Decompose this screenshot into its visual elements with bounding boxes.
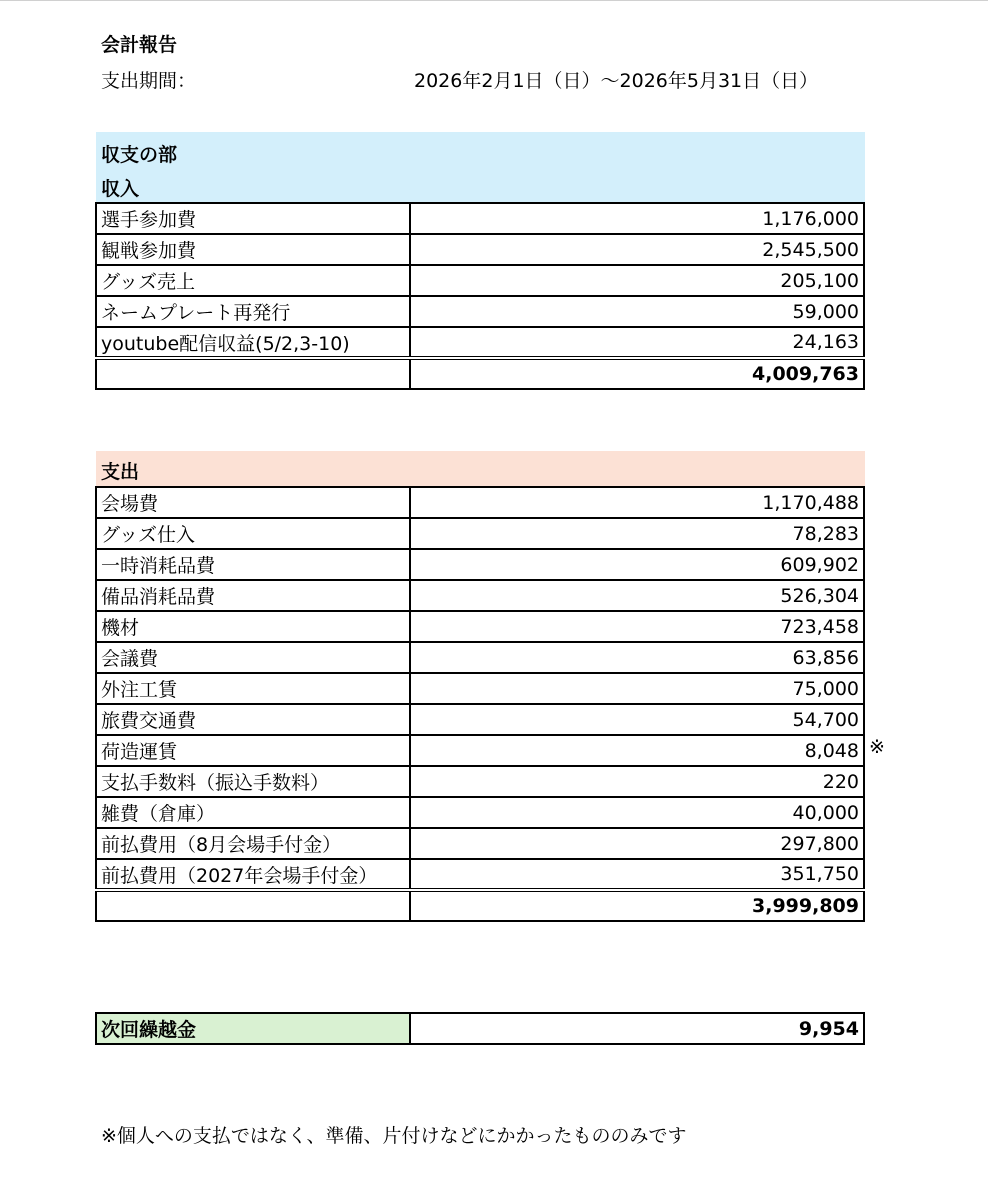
report-title: 会計報告 <box>101 34 178 56</box>
income-value: 2,545,500 <box>410 234 864 265</box>
table-row <box>96 766 864 797</box>
expense-label: 前払費用（8月会場手付金） <box>96 828 410 859</box>
table-row <box>96 203 864 234</box>
expense-total-value: 3,999,809 <box>410 890 864 921</box>
expense-value: 1,170,488 <box>410 487 864 518</box>
expense-label: 一時消耗品費 <box>96 549 410 580</box>
table-row <box>96 518 864 549</box>
expense-label: 荷造運賃 <box>96 735 410 766</box>
expense-label: 前払費用（2027年会場手付金） <box>96 859 410 890</box>
table-row <box>96 642 864 673</box>
income-total-row <box>96 358 864 389</box>
income-total-value: 4,009,763 <box>410 358 864 389</box>
footnote: ※個人への支払ではなく、準備、片付けなどにかかったもののみです <box>101 1125 687 1147</box>
expense-value: 723,458 <box>410 611 864 642</box>
carryover-value: 9,954 <box>410 1013 864 1044</box>
income-header-band <box>96 132 865 202</box>
income-table <box>95 202 865 390</box>
income-subtitle: 収入 <box>101 178 140 200</box>
income-label: グッズ売上 <box>96 265 410 296</box>
table-row <box>96 265 864 296</box>
table-row <box>96 859 864 890</box>
expense-label: 外注工賃 <box>96 673 410 704</box>
expense-label: グッズ仕入 <box>96 518 410 549</box>
income-label: 観戦参加費 <box>96 234 410 265</box>
expense-total-label <box>96 890 410 921</box>
expense-value: 8,048 <box>410 735 864 766</box>
expense-value: 54,700 <box>410 704 864 735</box>
table-row <box>96 673 864 704</box>
expense-label: 備品消耗品費 <box>96 580 410 611</box>
expense-label: 会場費 <box>96 487 410 518</box>
expense-total-row <box>96 890 864 921</box>
table-row <box>96 735 864 766</box>
carryover-table <box>95 1012 865 1045</box>
table-row <box>96 296 864 327</box>
expense-table <box>95 486 865 922</box>
expense-value: 526,304 <box>410 580 864 611</box>
top-border <box>0 0 988 1</box>
expense-value: 609,902 <box>410 549 864 580</box>
income-value: 24,163 <box>410 327 864 358</box>
expense-label: 旅費交通費 <box>96 704 410 735</box>
table-row <box>96 611 864 642</box>
table-row <box>96 327 864 358</box>
expense-value: 351,750 <box>410 859 864 890</box>
table-row <box>96 487 864 518</box>
expense-value: 220 <box>410 766 864 797</box>
carryover-row <box>96 1013 864 1044</box>
expense-value: 75,000 <box>410 673 864 704</box>
table-row <box>96 828 864 859</box>
expense-label: 雑費（倉庫） <box>96 797 410 828</box>
expense-label: 機材 <box>96 611 410 642</box>
table-row <box>96 580 864 611</box>
income-label: ネームプレート再発行 <box>96 296 410 327</box>
table-row <box>96 797 864 828</box>
income-label: 選手参加費 <box>96 203 410 234</box>
expense-header-band <box>96 451 865 486</box>
expense-title: 支出 <box>101 461 140 483</box>
expense-value: 297,800 <box>410 828 864 859</box>
table-row <box>96 234 864 265</box>
expense-value: 40,000 <box>410 797 864 828</box>
period-label: 支出期間： <box>101 70 197 92</box>
note-mark: ※ <box>869 736 885 758</box>
expense-value: 63,856 <box>410 642 864 673</box>
income-section-title: 収支の部 <box>101 144 178 166</box>
table-row <box>96 704 864 735</box>
period-value: 2026年2月1日（日）～2026年5月31日（日） <box>414 70 819 92</box>
income-value: 59,000 <box>410 296 864 327</box>
income-total-label <box>96 358 410 389</box>
expense-label: 支払手数料（振込手数料） <box>96 766 410 797</box>
carryover-label: 次回繰越金 <box>96 1013 410 1044</box>
expense-value: 78,283 <box>410 518 864 549</box>
income-value: 1,176,000 <box>410 203 864 234</box>
table-row <box>96 549 864 580</box>
expense-label: 会議費 <box>96 642 410 673</box>
income-value: 205,100 <box>410 265 864 296</box>
income-label: youtube配信収益(5/2,3-10) <box>96 327 410 358</box>
